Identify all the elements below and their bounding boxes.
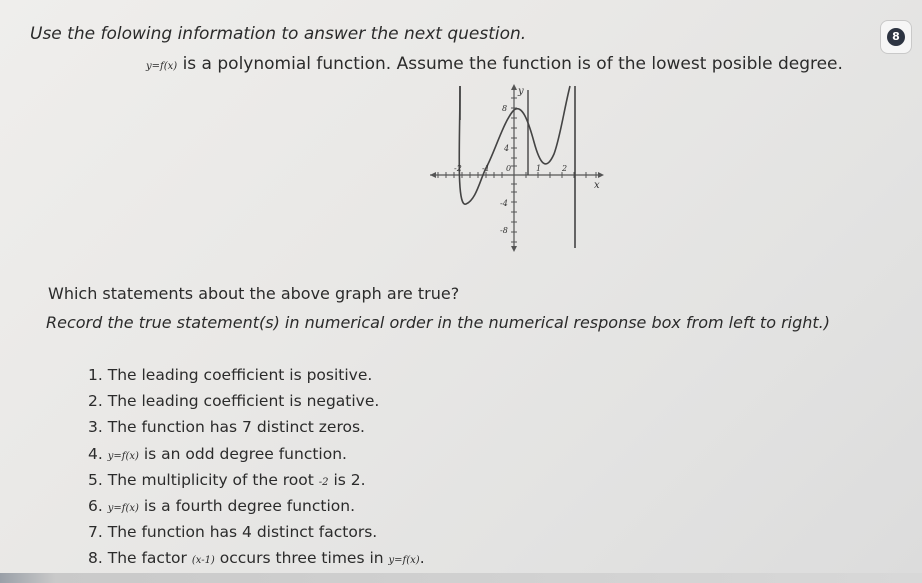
statement-text: The factor bbox=[102, 549, 192, 567]
statement-math: y=f(x) bbox=[107, 451, 139, 462]
statement-1 bbox=[88, 366, 372, 384]
statement-math: (x-1) bbox=[191, 555, 215, 566]
badge-number-icon: 8 bbox=[887, 28, 905, 46]
statement-8 bbox=[88, 549, 425, 567]
y-tick-label: -8 bbox=[500, 226, 508, 235]
x-tick-label: -2 bbox=[454, 164, 462, 173]
statement-number: 3. bbox=[88, 418, 103, 436]
y-axis-label: y bbox=[518, 86, 524, 97]
statement-6 bbox=[88, 497, 355, 515]
x-axis-label: x bbox=[594, 180, 600, 191]
statement-math: y=f(x) bbox=[388, 555, 420, 566]
statement-text: is an odd degree function. bbox=[138, 445, 347, 463]
statement-4 bbox=[88, 445, 347, 463]
statement-number: 2. bbox=[88, 392, 103, 410]
x-tick-label: -1 bbox=[482, 164, 490, 173]
statement-text: is 2. bbox=[328, 471, 366, 489]
statement-number: 4. bbox=[88, 445, 103, 463]
intro-text: Use the folowing information to answer the next question. bbox=[30, 24, 527, 44]
function-description-text: is a polynomial function. Assume the function is of the lowest posible degree. bbox=[177, 54, 843, 74]
statement-2 bbox=[88, 392, 379, 410]
question-instruction: Record the true statement(s) in numerical order in the numerical response box from left to right.) bbox=[46, 313, 830, 332]
y-tick-label: -4 bbox=[500, 199, 508, 208]
statement-number: 1. bbox=[88, 366, 103, 384]
x-tick-label: 0 bbox=[506, 164, 512, 173]
statement-3 bbox=[88, 418, 365, 436]
y-tick-label: 4 bbox=[504, 144, 510, 153]
statement-5 bbox=[88, 471, 366, 489]
function-description bbox=[146, 54, 843, 74]
x-tick-label: 2 bbox=[562, 164, 568, 173]
statement-number: 5. bbox=[88, 471, 103, 489]
statement-math: -2 bbox=[318, 477, 329, 488]
statement-7 bbox=[88, 523, 377, 541]
statement-number: 8. bbox=[88, 549, 103, 567]
statement-text: The multiplicity of the root bbox=[102, 471, 319, 489]
statement-text: The leading coefficient is positive. bbox=[102, 366, 373, 384]
y-tick-label: 8 bbox=[502, 104, 508, 113]
statement-text: . bbox=[419, 549, 425, 567]
statement-text: is a fourth degree function. bbox=[138, 497, 356, 515]
x-tick-label: 1 bbox=[536, 164, 542, 173]
statement-number: 6. bbox=[88, 497, 103, 515]
statement-text: occurs three times in bbox=[214, 549, 389, 567]
statement-text: The leading coefficient is negative. bbox=[102, 392, 380, 410]
function-notation: y=f(x) bbox=[146, 61, 178, 72]
polynomial-curve bbox=[459, 86, 570, 204]
statement-text: The function has 4 distinct factors. bbox=[102, 523, 378, 541]
question-prompt: Which statements about the above graph are true? bbox=[48, 284, 460, 303]
statement-text: The function has 7 distinct zeros. bbox=[102, 418, 365, 436]
bottom-edge-strip bbox=[0, 573, 922, 583]
statement-number: 7. bbox=[88, 523, 103, 541]
question-number-badge[interactable] bbox=[880, 20, 912, 54]
statement-math: y=f(x) bbox=[107, 503, 139, 514]
polynomial-graph bbox=[420, 80, 610, 260]
